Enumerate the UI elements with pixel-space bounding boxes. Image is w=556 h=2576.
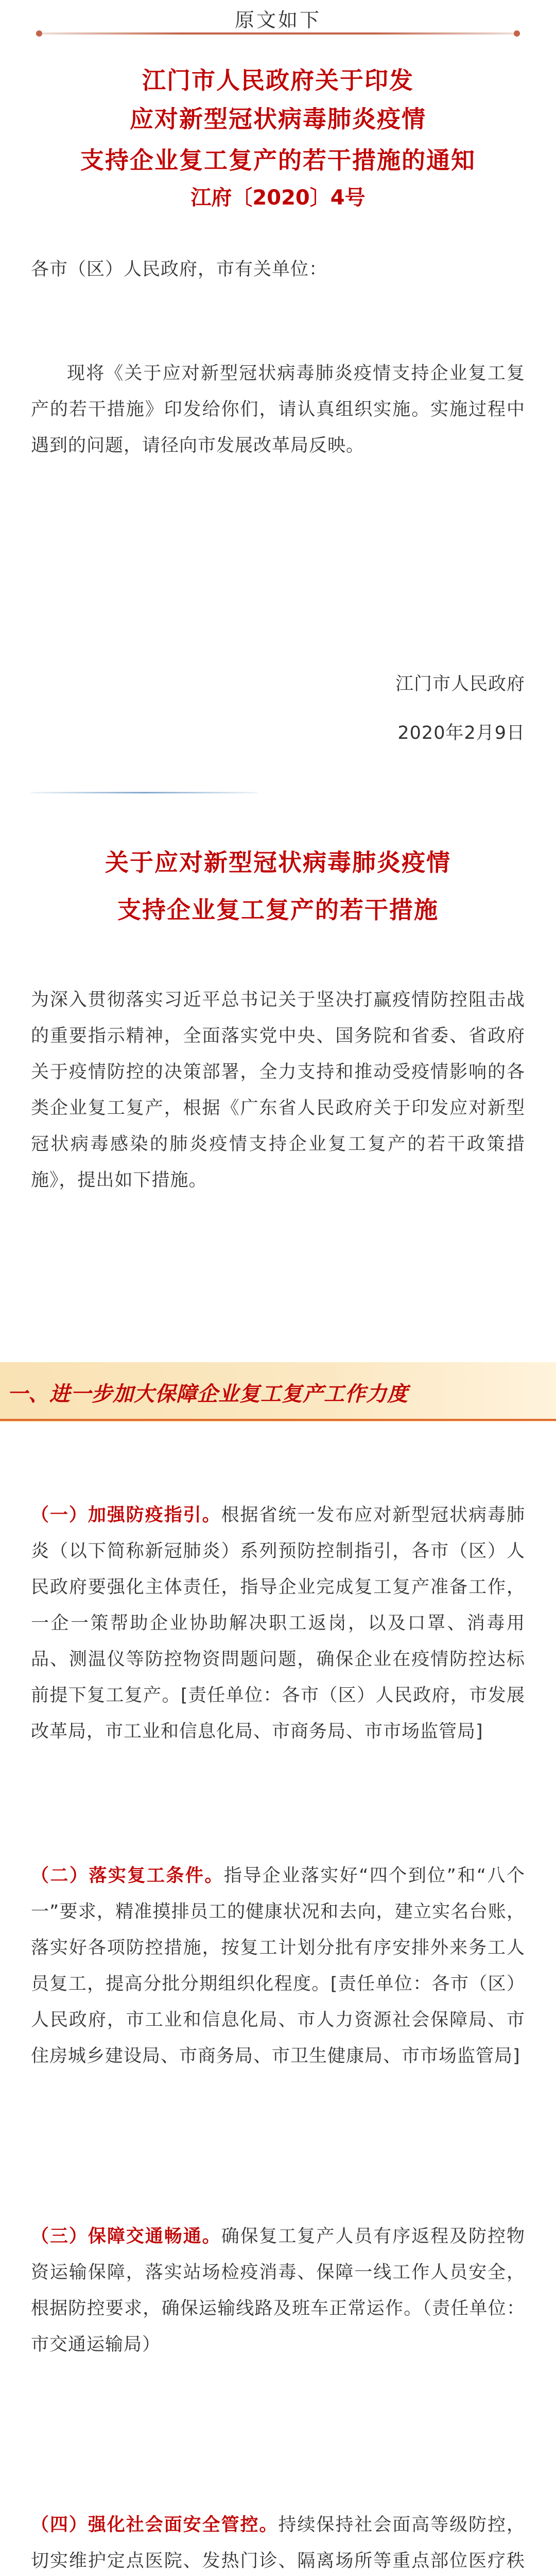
measure-item-lead: （一）加强防疫指引。 — [31, 1505, 221, 1526]
measure-item-text: 根据省统一发布应对新型冠状病毒肺炎（以下简称新冠肺炎）系列预防控制指引，各市（区）人民政府要强化主体责任，指导企业完成复工复产准备工作，一企一策帮助企业协助解决职工返岗，以及口罩、消毒用品、测温仪等防控物资問题问题，确保企业在疫情防控达标前提下复工复产。[责任单位：各市（区）人民政府，市发展改革局，市工业和信息化局、市商务局、市市场监管局] — [31, 1505, 525, 1742]
measure-item-lead: （四）强化社会面安全管控。 — [31, 2515, 279, 2535]
measure-item-text: 持续保持社会面高等级防控，切实维护定点医院、发热门诊、隔离场所等重点部位医疗秩 — [31, 2515, 525, 2571]
notice-title-line-3: 支持企业复工复产的若干措施的通知 — [80, 146, 476, 174]
measure-item — [31, 1497, 525, 1750]
notice-body: 现将《关于应对新型冠状病毒肺炎疫情支持企业复工复产的若干措施》印发给你们，请认真组织实施。实施过程中遇到的问题，请径向市发展改革局反映。 — [31, 363, 525, 456]
measure-item-text: 确保复工复产人员有序返程及防控物资运输保障，落实站场检疫消毒、保障一线工作人员安全，根据防控要求，确保运输线路及班车正常运作。（责任单位：市交通运输局） — [31, 2226, 525, 2355]
issuer: 江门市人民政府 — [395, 674, 525, 694]
divider-dot-left — [36, 30, 42, 37]
document-number: 江府〔2020〕4号 — [190, 186, 366, 210]
measure-item-lead: （三）保障交通畅通。 — [31, 2226, 221, 2247]
section-banner — [0, 1362, 556, 1422]
measure-item — [31, 2507, 525, 2576]
measures-title-line-1: 关于应对新型冠状病毒肺炎疫情 — [105, 849, 451, 876]
original-text-heading: 原文如下 — [234, 9, 321, 31]
notice-title-line-1: 江门市人民政府关于印发 — [142, 66, 414, 94]
notice-title-line-2: 应对新型冠状病毒肺炎疫情 — [130, 105, 426, 133]
measure-item-text: 指导企业落实好“四个到位”和“八个一”要求，精准摸排员工的健康状况和去向，建立实名台账，落实好各项防控措施，按复工计划分批有序安排外来务工人员复工，提高分批分期组织化程度。[责任单位：各市（区）人民政府，市工业和信息化局、市人力资源社会保障局、市住房城乡建设局、市商务局、市卫生健康局、市市场监管局] — [31, 1866, 525, 2066]
section-banner-underline — [0, 1419, 556, 1421]
measure-item — [31, 1858, 525, 2074]
measures-title-line-2: 支持企业复工复产的若干措施 — [117, 896, 439, 924]
divider-dot-right — [514, 30, 520, 37]
measures-intro: 为深入贯彻落实习近平总书记关于坚决打赢疫情防控阻击战的重要指示精神，全面落实党中央、国务院和省委、省政府关于疫情防控的决策部署，全力支持和推动受疫情影响的各类企业复工复产，根据《广东省人民政府关于印发应对新型冠状病毒感染的肺炎疫情支持企业复工复产的若干政策措施》，提出如下措施。 — [31, 990, 525, 1191]
issue-date: 2020年2月9日 — [397, 723, 525, 743]
section-title: 一、进一步加大保障企业复工复产工作力度 — [7, 1382, 408, 1406]
measure-item — [31, 2218, 525, 2363]
measure-item-lead: （二）落实复工条件。 — [31, 1866, 224, 1886]
heading-divider — [36, 30, 520, 37]
section-rule — [31, 792, 257, 793]
divider-bar — [36, 32, 520, 35]
addressee: 各市（区）人民政府，市有关单位： — [31, 259, 328, 280]
